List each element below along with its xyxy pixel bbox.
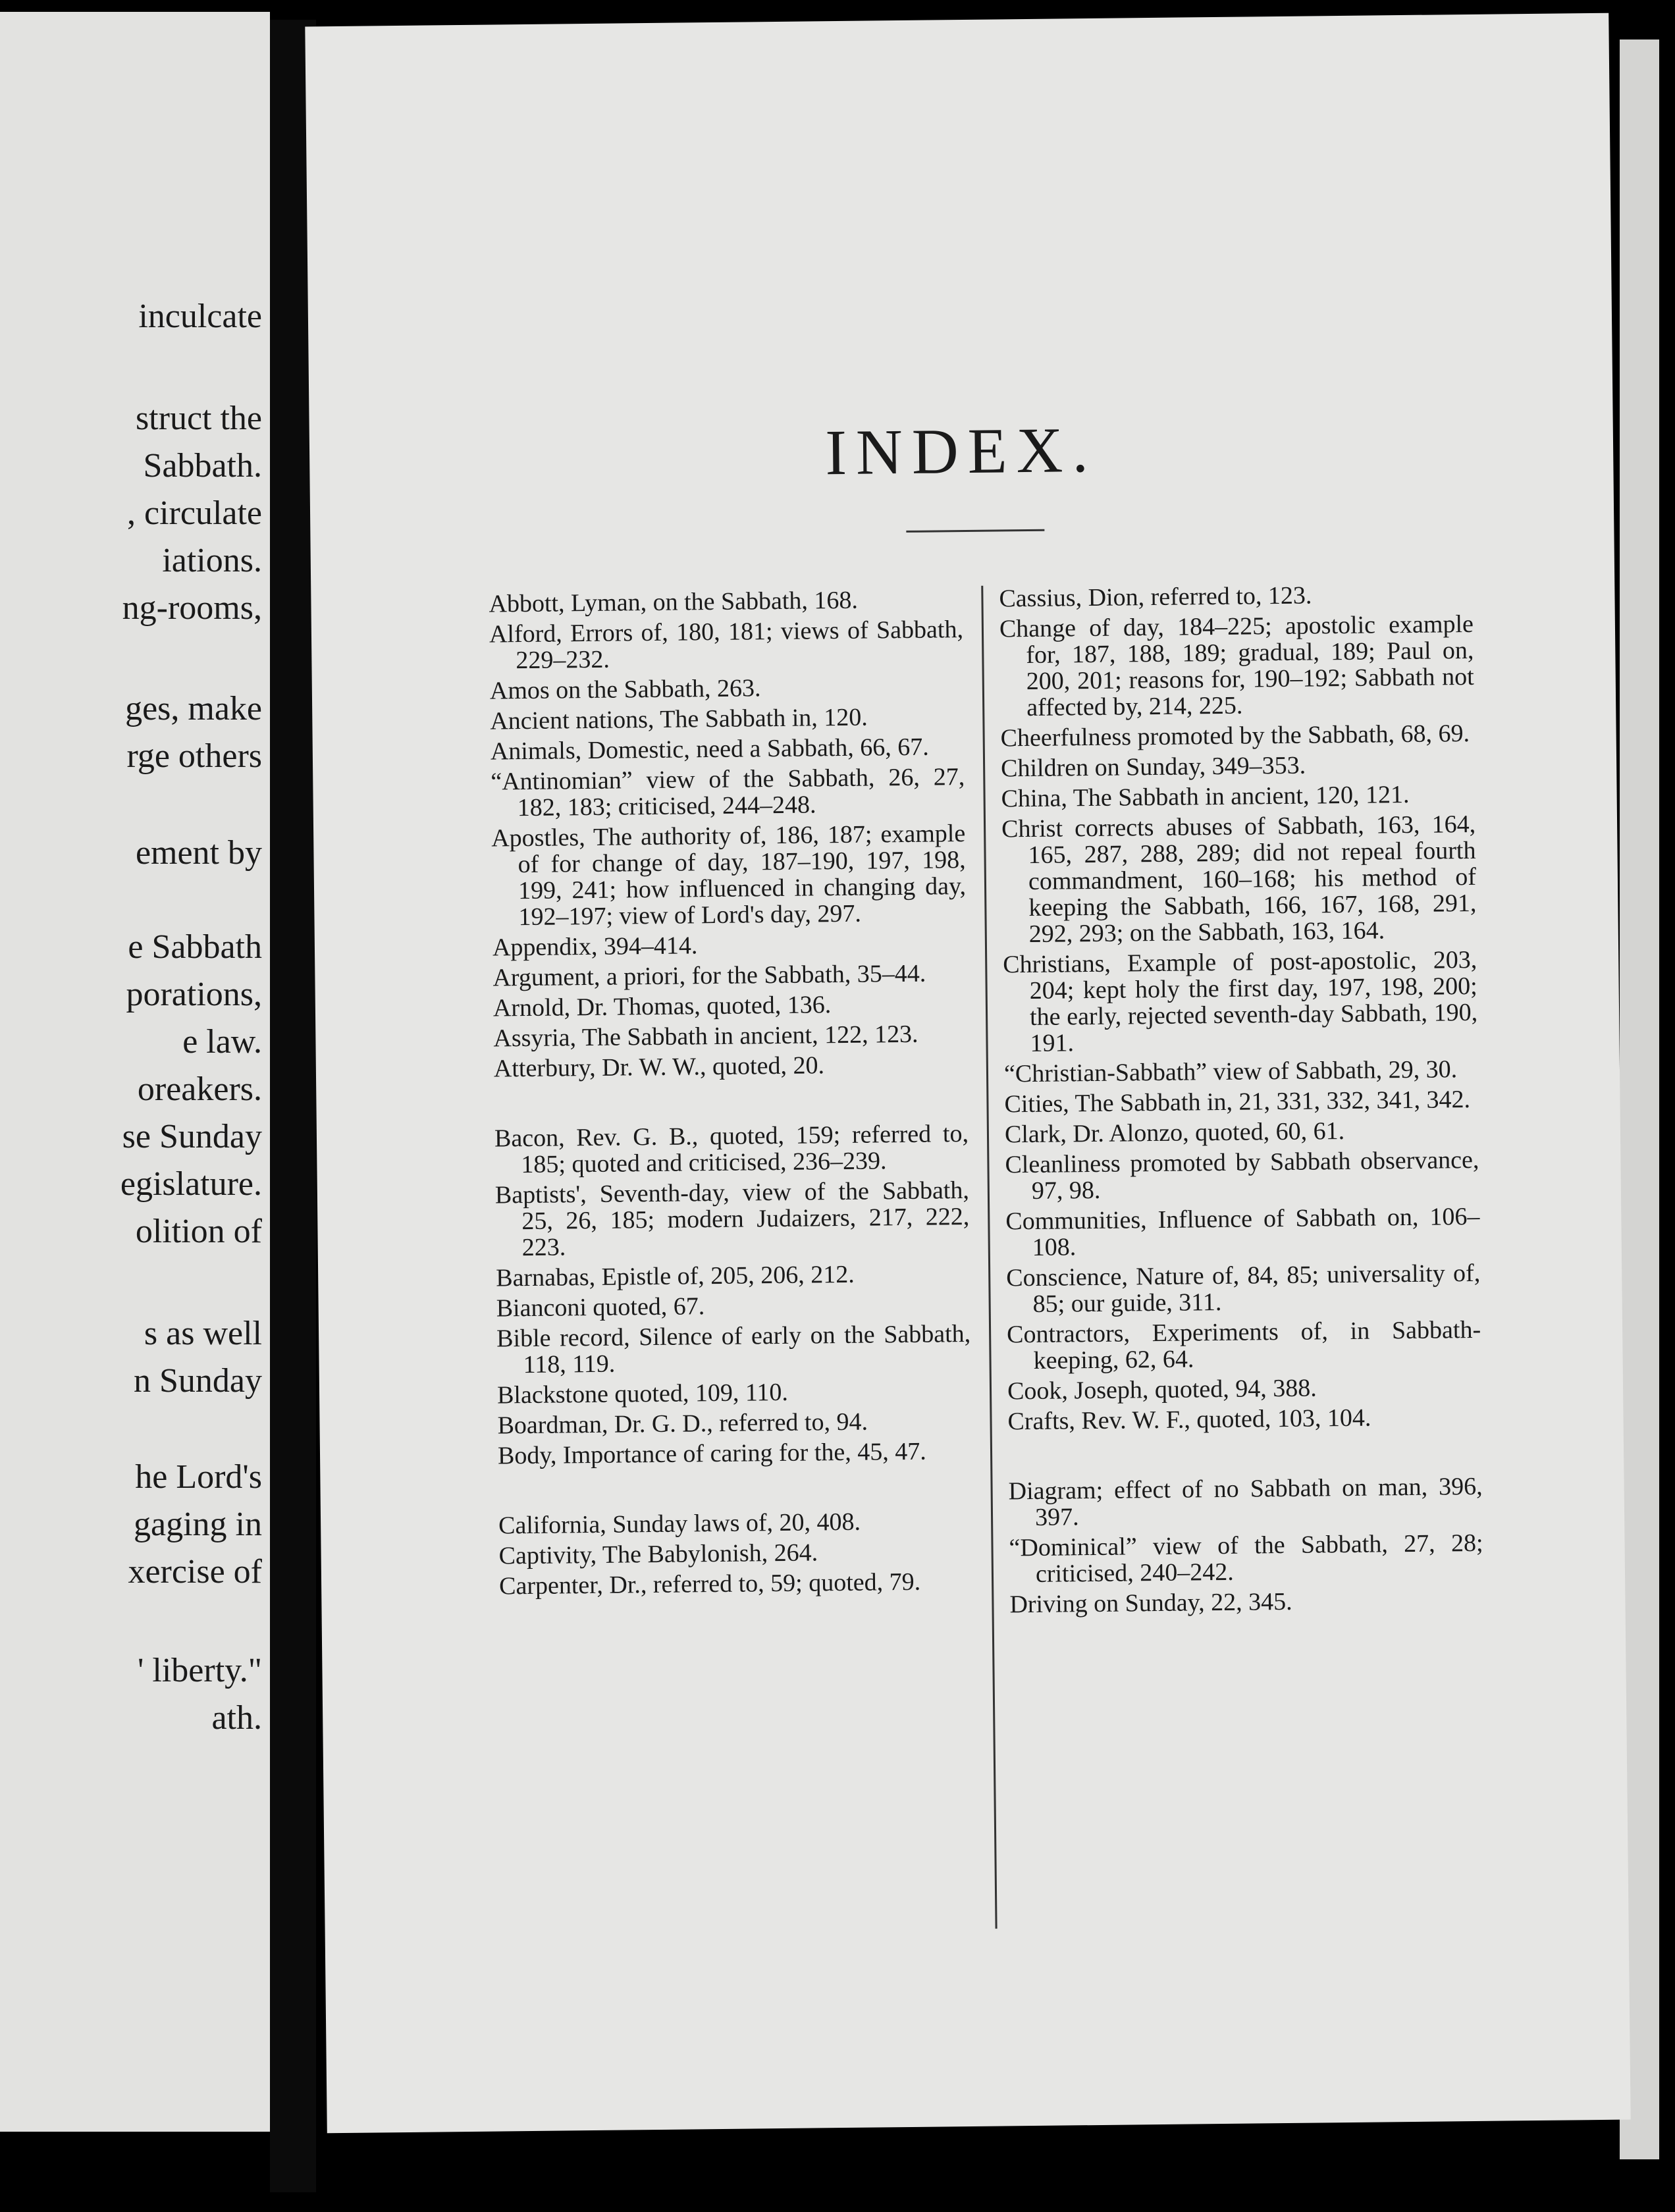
index-entry: Appendix, 394–414.	[492, 932, 698, 962]
index-entry: Cassius, Dion, referred to, 123.	[999, 581, 1312, 613]
index-entry: Diagram; effect of no Sabbath on man, 396, 397.	[1008, 1472, 1483, 1531]
index-entry: Driving on Sunday, 22, 345.	[1009, 1587, 1292, 1619]
left-fragment: ement by	[135, 834, 262, 872]
index-entry: “Christian-Sabbath” view of Sabbath, 29, 30.	[1003, 1055, 1458, 1088]
index-entry: Cook, Joseph, quoted, 94, 388.	[1007, 1374, 1317, 1406]
index-entry: Children on Sunday, 349–353.	[1000, 751, 1306, 783]
index-entry: Cleanliness promoted by Sabbath observance, 97, 98.	[1005, 1146, 1479, 1205]
left-fragment: ' liberty."	[138, 1652, 262, 1689]
index-column-right	[999, 581, 1483, 1621]
index-entry: Cheerfulness promoted by the Sabbath, 68, 69.	[1000, 719, 1470, 752]
index-entry: Argument, a priori, for the Sabbath, 35–44.	[492, 959, 926, 992]
index-entry: Blackstone quoted, 109, 110.	[496, 1378, 789, 1409]
left-fragment: ath.	[211, 1699, 262, 1737]
left-fragment: s as well	[144, 1315, 262, 1352]
left-fragment: Sabbath.	[143, 447, 262, 485]
index-entry: Atterbury, Dr. W. W., quoted, 20.	[493, 1051, 825, 1083]
left-fragment: iations.	[162, 542, 262, 579]
index-entry: Baptists', Seventh-day, view of the Sabbath, 25, 26, 185; modern Judaizers, 217, 222, 223.	[494, 1176, 970, 1262]
index-entry: Crafts, Rev. W. F., quoted, 103, 104.	[1007, 1404, 1371, 1436]
column-divider	[981, 586, 997, 1929]
left-fragment: xercise of	[128, 1553, 262, 1591]
index-entry: Christ corrects abuses of Sabbath, 163, 164, 165, 287, 288, 289; did not repeal fourth commandment, 160–168; his method of keeping the Sabbath, 166, 167, 168, 291, 292, 293; on the Sabbath, 163, 164.	[1001, 810, 1477, 949]
letter-group-gap	[494, 1081, 969, 1126]
left-fragment: egislature.	[120, 1165, 262, 1203]
index-entry: Cities, The Sabbath in, 21, 331, 332, 341, 342.	[1004, 1086, 1471, 1119]
title-rule	[906, 529, 1044, 533]
index-entry: California, Sunday laws of, 20, 408.	[498, 1508, 861, 1540]
letter-group-gap	[1008, 1434, 1483, 1479]
index-entry: Christians, Example of post-apostolic, 203, 204; kept holy the first day, 197, 198, 200; the early, rejected seventh-day Sabbath, 190, 191.	[1003, 945, 1478, 1058]
index-entry: Contractors, Experiments of, in Sabbath-keeping, 62, 64.	[1006, 1315, 1481, 1375]
right-page	[305, 13, 1630, 2134]
index-entry: Amos on the Sabbath, 263.	[489, 674, 761, 705]
index-entry: “Dominical” view of the Sabbath, 27, 28; criticised, 240–242.	[1009, 1529, 1483, 1588]
left-fragment: oreakers.	[137, 1070, 262, 1108]
left-fragment: gaging in	[134, 1506, 262, 1543]
left-fragment: e law.	[182, 1023, 262, 1061]
index-entry: China, The Sabbath in ancient, 120, 121.	[1001, 780, 1410, 813]
left-fragment: rge others	[126, 737, 262, 775]
index-entry: Abbott, Lyman, on the Sabbath, 168.	[489, 586, 859, 618]
index-entry: Alford, Errors of, 180, 181; views of Sabbath, 229–232.	[489, 616, 964, 675]
left-fragment: he Lord's	[135, 1458, 262, 1496]
left-fragment: inculcate	[138, 298, 262, 335]
index-entry: Assyria, The Sabbath in ancient, 122, 123.	[493, 1020, 918, 1053]
index-entry: Body, Importance of caring for the, 45, 47.	[497, 1437, 926, 1470]
left-fragment: n Sunday	[134, 1362, 262, 1400]
left-fragment: ges, make	[125, 690, 262, 727]
left-fragment: porations,	[126, 976, 262, 1013]
index-entry: Change of day, 184–225; apostolic example for, 187, 188, 189; gradual, 189; Paul on, 200, 201; reasons for, 190–192; Sabbath not affected by, 214, 225.	[999, 610, 1474, 722]
index-entry: Clark, Dr. Alonzo, quoted, 60, 61.	[1004, 1117, 1345, 1149]
index-entry: “Antinomian” view of the Sabbath, 26, 27, 182, 183; criticised, 244–248.	[491, 763, 965, 822]
index-entry: Captivity, The Babylonish, 264.	[498, 1539, 818, 1570]
index-entry: Bianconi quoted, 67.	[496, 1292, 705, 1323]
index-entry: Communities, Influence of Sabbath on, 106–108.	[1005, 1202, 1480, 1261]
left-fragment: se Sunday	[122, 1118, 262, 1155]
index-entry: Apostles, The authority of, 186, 187; example of for change of day, 187–190, 197, 198, 199, 241; how influenced in changing day, 192–197; view of Lord's day, 297.	[491, 820, 967, 932]
left-fragment: ng-rooms,	[122, 589, 262, 627]
left-fragment: olition of	[135, 1213, 262, 1250]
letter-group-gap	[498, 1468, 972, 1513]
index-entry: Conscience, Nature of, 84, 85; universality of, 85; our guide, 311.	[1006, 1259, 1481, 1318]
index-entry: Animals, Domestic, need a Sabbath, 66, 67.	[490, 733, 929, 766]
page-title: INDEX.	[824, 414, 1098, 489]
left-page	[0, 12, 270, 2132]
index-entry: Carpenter, Dr., referred to, 59; quoted, 79.	[498, 1567, 921, 1600]
left-fragment: e Sabbath	[128, 928, 262, 966]
index-entry: Arnold, Dr. Thomas, quoted, 136.	[492, 991, 832, 1022]
index-entry: Boardman, Dr. G. D., referred to, 94.	[497, 1408, 868, 1440]
index-entry: Bacon, Rev. G. B., quoted, 159; referred to, 185; quoted and criticised, 236–239.	[494, 1119, 969, 1179]
index-entry: Bible record, Silence of early on the Sabbath, 118, 119.	[496, 1319, 971, 1379]
left-fragment: , circulate	[127, 494, 262, 532]
left-fragment: struct the	[135, 400, 262, 437]
index-entry: Ancient nations, The Sabbath in, 120.	[490, 703, 868, 735]
index-entry: Barnabas, Epistle of, 205, 206, 212.	[496, 1260, 855, 1292]
index-column-left	[489, 586, 973, 1603]
